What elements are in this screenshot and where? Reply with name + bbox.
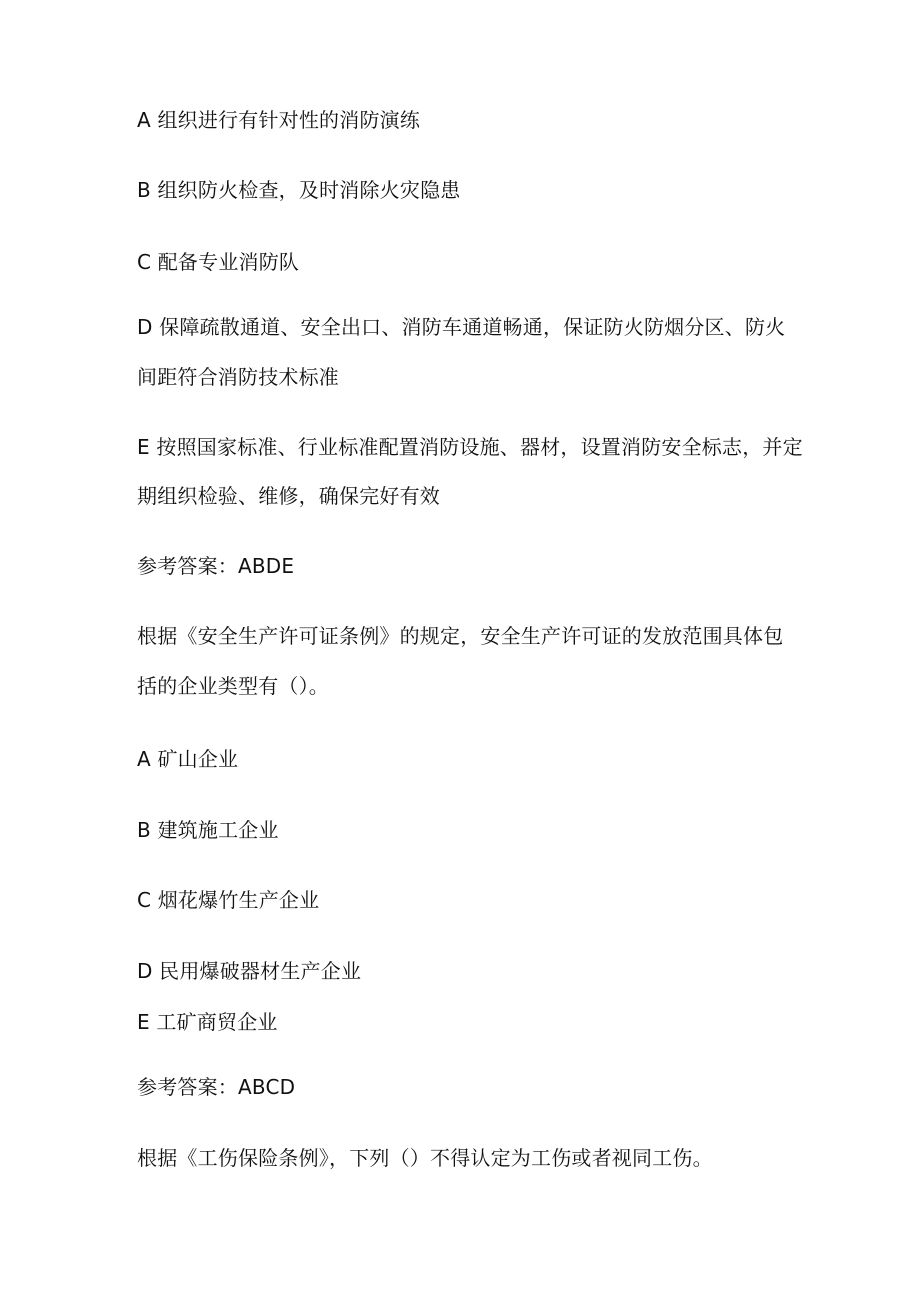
option-d-evacuation-line-1: D 保障疏散通道、安全出口、消防车通道畅通，保证防火防烟分区、防火	[137, 315, 786, 339]
option-b-fire-inspection: B 组织防火检查，及时消除火灾隐患	[137, 178, 461, 202]
option-d-explosives: D 民用爆破器材生产企业	[137, 959, 362, 983]
option-a-mining: A 矿山企业	[137, 747, 239, 771]
option-c-fire-brigade: C 配备专业消防队	[137, 250, 300, 274]
option-b-construction: B 建筑施工企业	[137, 818, 279, 842]
question-3: 根据《工伤保险条例》，下列（）不得认定为工伤或者视同工伤。	[137, 1146, 713, 1170]
option-e-trade: E 工矿商贸企业	[137, 1010, 278, 1034]
option-e-facilities-line-2: 期组织检验、维修，确保完好有效	[137, 484, 440, 508]
question-2-line-2: 括的企业类型有（）。	[137, 674, 329, 698]
option-c-fireworks: C 烟花爆竹生产企业	[137, 888, 320, 912]
answer-2: 参考答案：ABCD	[137, 1075, 296, 1099]
option-e-facilities-line-1: E 按照国家标准、行业标准配置消防设施、器材，设置消防安全标志，并定	[137, 435, 803, 459]
option-a-fire-drill: A 组织进行有针对性的消防演练	[137, 108, 421, 132]
question-2-line-1: 根据《安全生产许可证条例》的规定，安全生产许可证的发放范围具体包	[137, 624, 784, 648]
answer-1: 参考答案：ABDE	[137, 554, 295, 578]
option-d-evacuation-line-2: 间距符合消防技术标准	[137, 365, 339, 389]
